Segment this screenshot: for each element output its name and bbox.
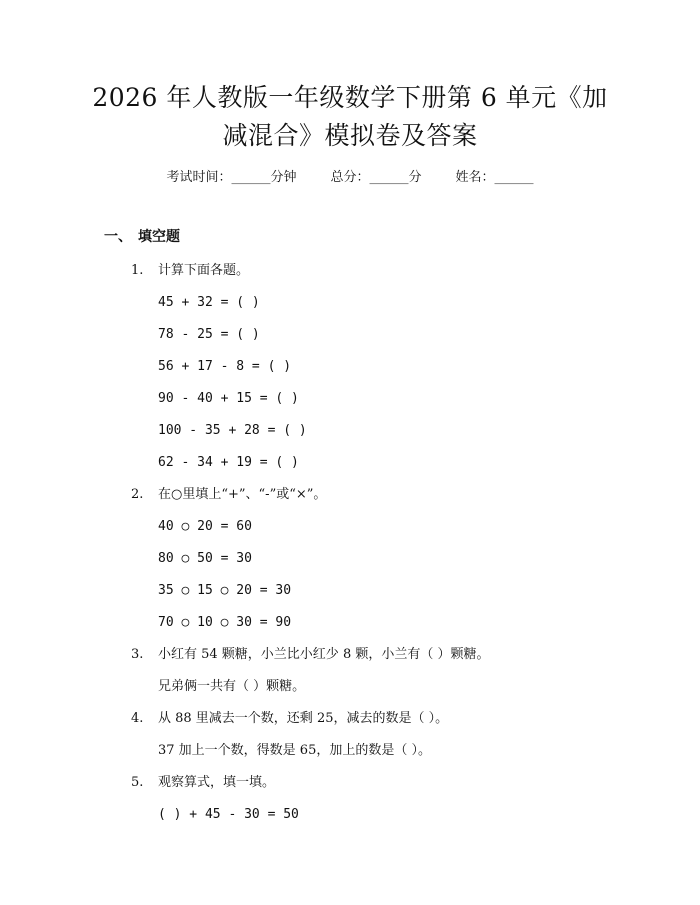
section-heading-fill-in <box>104 227 180 247</box>
question-2-item: 80 ○ 50 = 30 <box>158 551 252 566</box>
exam-title-line-1: 2026 年人教版一年级数学下册第 6 单元《加 <box>92 83 608 112</box>
question-2-item: 40 ○ 20 = 60 <box>158 519 252 534</box>
question-5-prompt: 观察算式，填一填。 <box>158 775 276 790</box>
question-1-item: 78 - 25 = ( ) <box>158 327 260 342</box>
question-2-item: 35 ○ 15 ○ 20 = 30 <box>158 583 292 598</box>
section-label: 填空题 <box>138 229 180 245</box>
exam-time-field: 考试时间：______分钟 <box>166 170 297 185</box>
question-1-prompt: 计算下面各题。 <box>158 263 250 278</box>
section-number: 一、 <box>104 229 132 245</box>
question-1-item: 100 - 35 + 28 = ( ) <box>158 423 307 438</box>
question-3-item: 兄弟俩一共有（ ）颗糖。 <box>158 679 306 694</box>
question-1-number: 1. <box>131 263 144 278</box>
question-1-item: 90 - 40 + 15 = ( ) <box>158 391 299 406</box>
question-1-item: 56 + 17 - 8 = ( ) <box>158 359 292 374</box>
question-4-prompt: 从 88 里减去一个数，还剩 25，减去的数是（ ）。 <box>158 711 449 726</box>
question-1-item: 62 - 34 + 19 = ( ) <box>158 455 299 470</box>
student-name-field: 姓名：______ <box>455 170 534 185</box>
question-2-number: 2. <box>131 487 144 502</box>
question-3-prompt: 小红有 54 颗糖，小兰比小红少 8 颗，小兰有（ ）颗糖。 <box>158 647 490 662</box>
question-3-number: 3. <box>131 647 144 662</box>
exam-meta-info <box>0 168 700 188</box>
question-5-item: ( ) + 45 - 30 = 50 <box>158 807 299 822</box>
exam-title-line-2: 减混合》模拟卷及答案 <box>222 121 478 150</box>
question-4-number: 4. <box>131 711 144 726</box>
question-4-item: 37 加上一个数，得数是 65，加上的数是（ ）。 <box>158 743 431 758</box>
question-5-number: 5. <box>131 775 144 790</box>
exam-score-field: 总分：______分 <box>330 170 422 185</box>
question-2-prompt: 在○里填上“+”、“-”或“×”。 <box>158 487 327 502</box>
question-2-item: 70 ○ 10 ○ 30 = 90 <box>158 615 292 630</box>
question-1-item: 45 + 32 = ( ) <box>158 295 260 310</box>
